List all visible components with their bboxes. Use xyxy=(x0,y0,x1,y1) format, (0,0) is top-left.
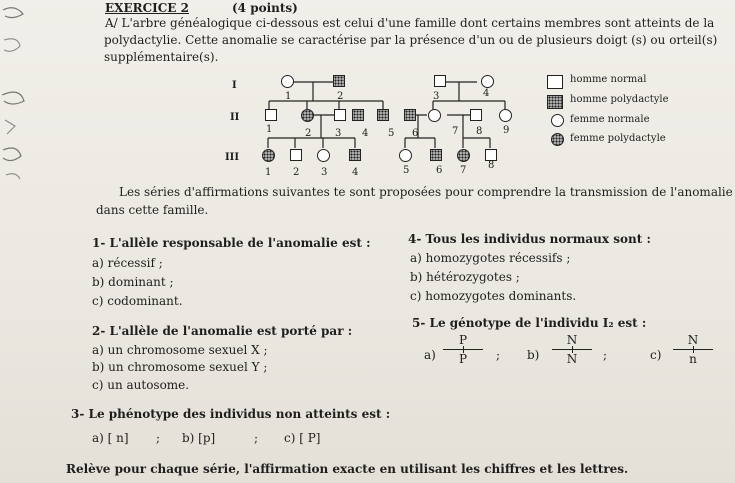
q3-option-c: c) [ P] xyxy=(284,431,321,445)
q5-b-bottom: N xyxy=(566,352,578,366)
legend-label-3: femme normale xyxy=(570,114,650,125)
pedigree-I4 xyxy=(481,75,494,88)
gen2-num-2: 2 xyxy=(305,128,312,139)
pedigree-II2 xyxy=(301,109,314,122)
q3-title: 3- Le phénotype des individus non atteints est : xyxy=(71,407,391,421)
q1-option-c: c) codominant. xyxy=(92,294,183,308)
gen-label-1: I xyxy=(232,80,237,91)
gen3-num-7: 7 xyxy=(460,165,467,176)
gen1-num-2: 2 xyxy=(337,91,344,102)
q4-option-a: a) homozygotes récessifs ; xyxy=(410,251,571,265)
gen2-num-5: 5 xyxy=(388,128,395,139)
legend-label-1: homme normal xyxy=(570,74,647,85)
gen3-num-2: 2 xyxy=(293,167,300,178)
pedigree-II1 xyxy=(265,109,277,121)
intro-line-1: A/ L'arbre généalogique ci-dessous est celui d'une famille dont certains membres sont atteints de la xyxy=(105,16,715,30)
pedigree-II3 xyxy=(334,109,346,121)
pedigree-III4 xyxy=(349,149,361,161)
pedigree-I1 xyxy=(281,75,294,88)
pedigree-I3 xyxy=(434,75,446,87)
q5-sep-1: ; xyxy=(496,348,501,362)
q5-b-label: b) xyxy=(527,348,540,362)
pedigree-III5 xyxy=(399,149,412,162)
exercise-points: (4 points) xyxy=(232,1,298,15)
legend-square-normal-icon xyxy=(547,75,563,89)
q5-c-bottom: n xyxy=(689,352,697,366)
gen3-num-8: 8 xyxy=(488,160,495,171)
q3-sep-1: ; xyxy=(156,431,161,445)
pedigree-II6 xyxy=(404,109,416,121)
margin-scribbles xyxy=(0,0,60,200)
gen2-num-6: 6 xyxy=(412,128,419,139)
gen1-num-3: 3 xyxy=(433,91,440,102)
q2-title: 2- L'allèle de l'anomalie est porté par : xyxy=(92,324,353,338)
gen2-num-3: 3 xyxy=(335,128,342,139)
legend-label-4: femme polydactyle xyxy=(570,133,666,144)
gen2-num-9: 9 xyxy=(503,125,510,136)
q5-c-bar xyxy=(673,349,713,350)
exercise-title: EXERCICE 2 xyxy=(105,1,189,15)
q5-b-bar xyxy=(552,349,592,350)
gen2-num-1: 1 xyxy=(266,124,273,135)
pedigree-III7 xyxy=(457,149,470,162)
legend-circle-affected-icon xyxy=(551,133,564,146)
gen1-num-1: 1 xyxy=(285,91,292,102)
gen3-num-4: 4 xyxy=(352,167,359,178)
q5-a-top: P xyxy=(458,333,468,347)
q5-c-fraction xyxy=(673,334,713,365)
q3-option-a: a) [ n] xyxy=(92,431,129,445)
pedigree-III1 xyxy=(262,149,275,162)
gen-label-3: III xyxy=(225,152,240,163)
q5-a-fraction xyxy=(443,334,483,365)
gen2-num-8: 8 xyxy=(476,126,483,137)
legend-square-affected-icon xyxy=(547,95,563,109)
pedigree-III2 xyxy=(290,149,302,161)
pedigree-III3 xyxy=(317,149,330,162)
q4-option-b: b) hétérozygotes ; xyxy=(410,270,520,284)
intro-line-3: supplémentaire(s). xyxy=(104,50,219,64)
gen2-num-7: 7 xyxy=(452,126,459,137)
gen3-num-1: 1 xyxy=(265,167,272,178)
pedigree-II8 xyxy=(470,109,482,121)
gen2-num-4: 4 xyxy=(362,128,369,139)
q1-option-a: a) récessif ; xyxy=(92,256,163,270)
pedigree-I2 xyxy=(333,75,345,87)
q3-option-b: b) [p] xyxy=(182,431,216,445)
pedigree-II7 xyxy=(428,109,441,122)
pedigree-II4 xyxy=(352,109,364,121)
gen1-num-4: 4 xyxy=(483,88,490,99)
q5-b-top: N xyxy=(566,333,578,347)
q5-c-top: N xyxy=(687,333,699,347)
q5-b-fraction xyxy=(552,334,592,365)
gen3-num-6: 6 xyxy=(436,165,443,176)
q4-title: 4- Tous les individus normaux sont : xyxy=(408,232,651,246)
gen-label-2: II xyxy=(230,112,240,123)
legend-circle-normal-icon xyxy=(551,114,564,127)
q3-sep-2: ; xyxy=(254,431,259,445)
q1-option-b: b) dominant ; xyxy=(92,275,174,289)
q2-option-a: a) un chromosome sexuel X ; xyxy=(92,343,268,357)
legend-label-2: homme polydactyle xyxy=(570,94,669,105)
q2-option-b: b) un chromosome sexuel Y ; xyxy=(92,360,268,374)
footer-instruction: Relève pour chaque série, l'affirmation exacte en utilisant les chiffres et les lettres. xyxy=(66,462,629,476)
pedigree-II5 xyxy=(377,109,389,121)
gen3-num-5: 5 xyxy=(403,165,410,176)
q5-a-bar xyxy=(443,349,483,350)
statement-line-2: dans cette famille. xyxy=(96,203,209,217)
q5-a-label: a) xyxy=(424,348,436,362)
q4-option-c: c) homozygotes dominants. xyxy=(410,289,577,303)
pedigree-II9 xyxy=(499,109,512,122)
q5-a-bottom: P xyxy=(458,352,468,366)
intro-line-2: polydactylie. Cette anomalie se caractérise par la présence d'un ou de plusieurs doigt (s) ou orteil(s) xyxy=(104,33,718,47)
statement-line-1: Les séries d'affirmations suivantes te sont proposées pour comprendre la transmission de l'anomalie xyxy=(119,185,733,199)
pedigree-III6 xyxy=(430,149,442,161)
gen3-num-3: 3 xyxy=(321,167,328,178)
q1-title: 1- L'allèle responsable de l'anomalie est : xyxy=(92,236,371,250)
q5-sep-2: ; xyxy=(603,348,608,362)
q5-title: 5- Le génotype de l'individu I₂ est : xyxy=(412,316,647,330)
q5-c-label: c) xyxy=(650,348,662,362)
q2-option-c: c) un autosome. xyxy=(92,378,190,392)
